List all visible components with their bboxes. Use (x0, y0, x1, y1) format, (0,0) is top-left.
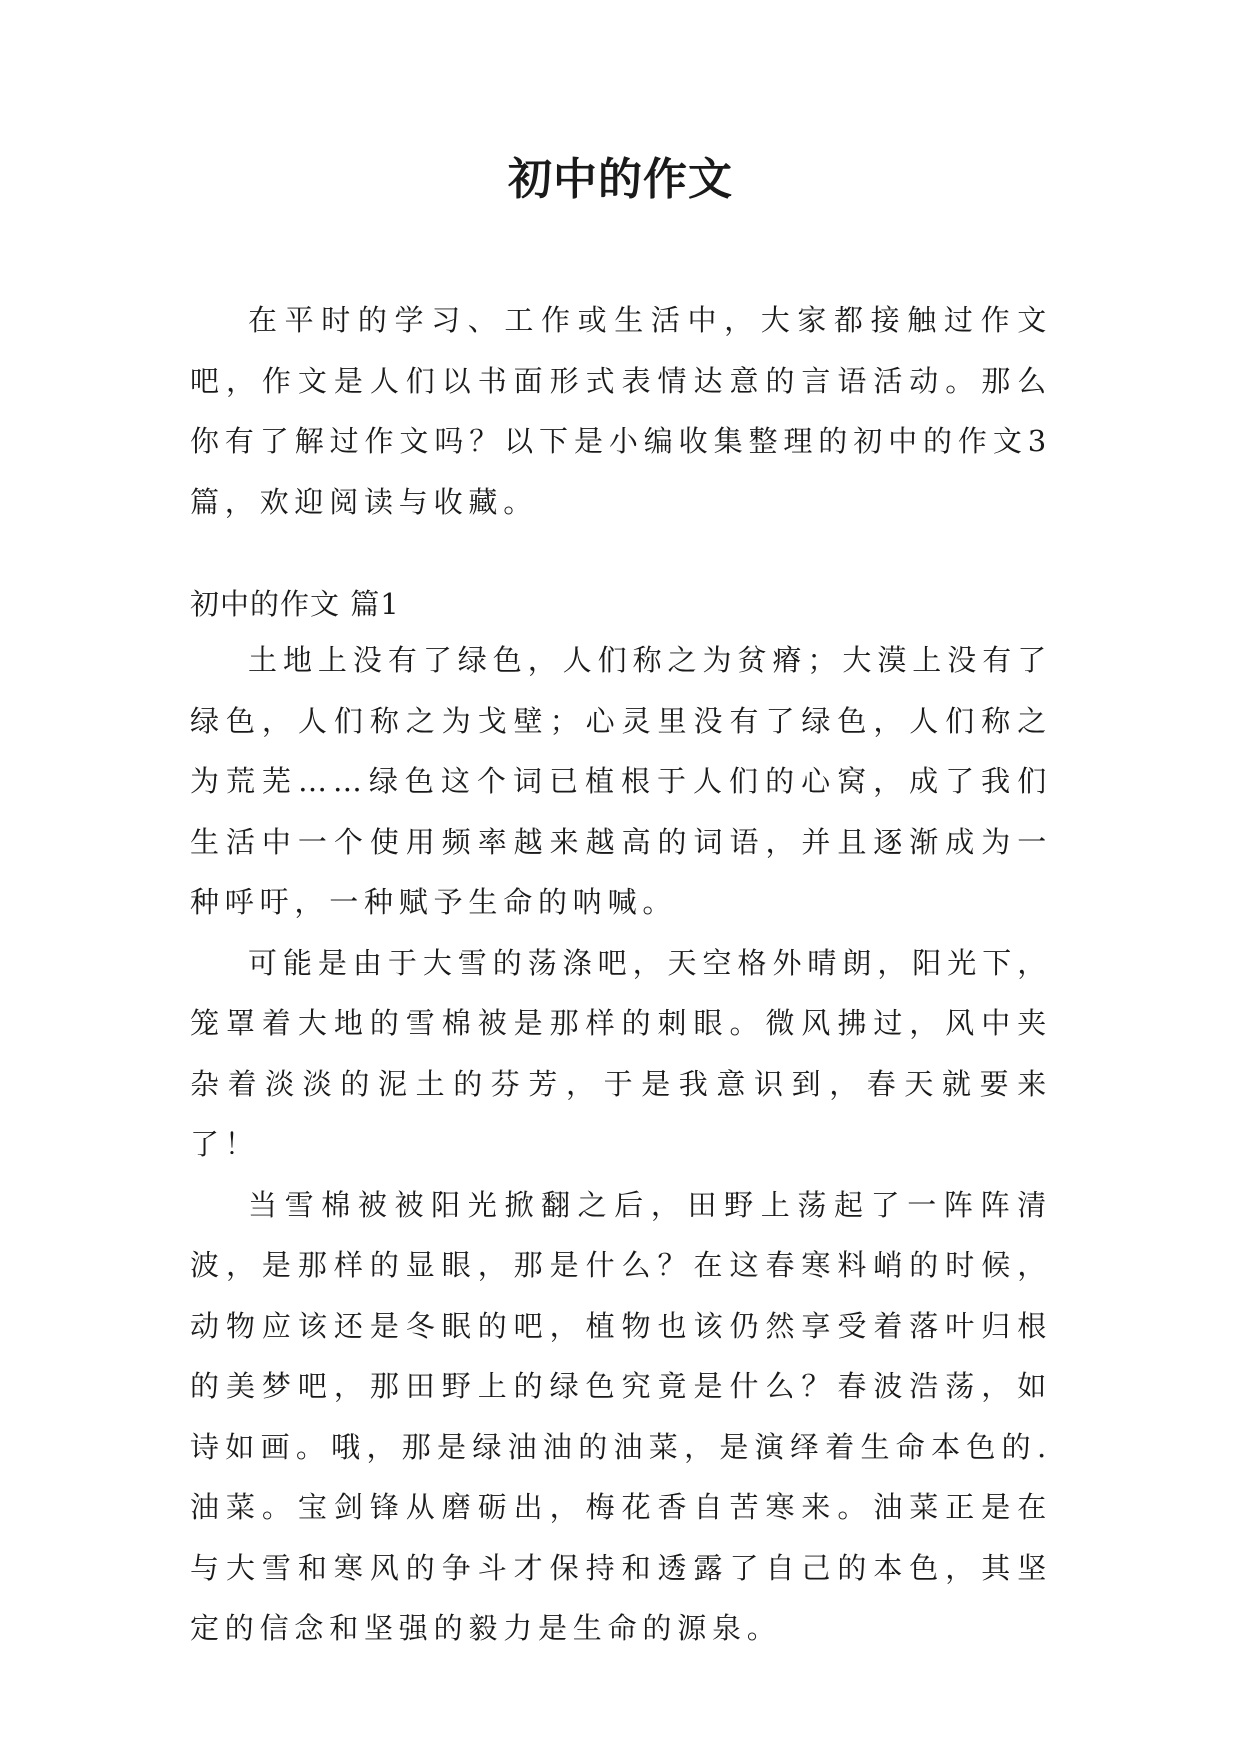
section-heading: 初中的作文 篇1 (190, 587, 400, 621)
body-paragraph: 当雪棉被被阳光掀翻之后，田野上荡起了一阵阵清波，是那样的显眼，那是什么？在这春寒料峭的时候，动物应该还是冬眠的吧，植物也该仍然享受着落叶归根的美梦吧，那田野上的绿色究竟是什么？春波浩荡，如诗如画。哦，那是绿油油的油菜，是演绎着生命本色的.油菜。宝剑锋从磨砺出，梅花香自苦寒来。油菜正是在与大雪和寒风的争斗才保持和透露了自己的本色，其坚定的信念和坚强的毅力是生命的源泉。 (190, 1187, 1052, 1645)
body-paragraph: 可能是由于大雪的荡涤吧，天空格外晴朗，阳光下，笼罩着大地的雪棉被是那样的刺眼。微风拂过，风中夹杂着淡淡的泥土的芬芳，于是我意识到，春天就要来了！ (190, 945, 1052, 1161)
section-body (190, 630, 1052, 1659)
document-title: 初中的作文 (508, 154, 733, 205)
intro-paragraph: 在平时的学习、工作或生活中，大家都接触过作文吧，作文是人们以书面形式表情达意的言语活动。那么你有了解过作文吗？以下是小编收集整理的初中的作文3篇，欢迎阅读与收藏。 (190, 303, 1052, 519)
intro-block (190, 290, 1052, 532)
body-paragraph: 土地上没有了绿色，人们称之为贫瘠；大漠上没有了绿色，人们称之为戈壁；心灵里没有了绿色，人们称之为荒芜……绿色这个词已植根于人们的心窝，成了我们生活中一个使用频率越来越高的词语，并且逐渐成为一种呼吁，一种赋予生命的呐喊。 (190, 643, 1052, 919)
